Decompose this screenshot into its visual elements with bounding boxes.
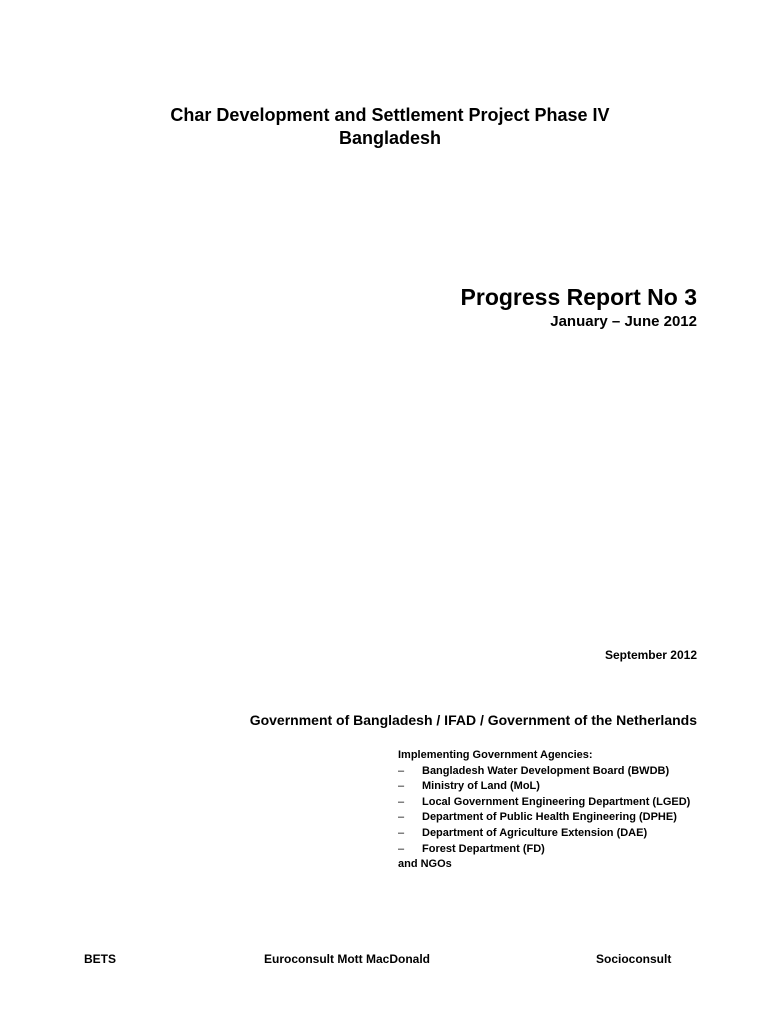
agency-name: Local Government Engineering Department (LGED) bbox=[422, 795, 691, 808]
agency-name: Department of Agriculture Extension (DAE) bbox=[422, 826, 648, 839]
project-title-line1: Char Development and Settlement Project Phase IV bbox=[170, 105, 610, 125]
dash-bullet: – bbox=[398, 795, 405, 808]
dash-bullet: – bbox=[398, 842, 405, 855]
agencies-footer: and NGOs bbox=[398, 858, 452, 871]
agency-list bbox=[398, 764, 708, 858]
dash-bullet: – bbox=[398, 780, 405, 793]
footer-org-euroconsult: Euroconsult Mott MacDonald bbox=[264, 952, 430, 966]
implementing-agencies bbox=[398, 748, 708, 873]
governments-line: Government of Bangladesh / IFAD / Government of the Netherlands bbox=[249, 712, 697, 728]
agency-name: Forest Department (FD) bbox=[422, 842, 545, 855]
report-date: September 2012 bbox=[604, 648, 697, 662]
footer-org-socioconsult: Socioconsult bbox=[596, 952, 672, 966]
list-item bbox=[398, 826, 708, 842]
list-item bbox=[398, 842, 708, 858]
footer-org-bets: BETS bbox=[84, 952, 117, 966]
project-title bbox=[0, 104, 770, 150]
list-item bbox=[398, 810, 708, 826]
report-period: January – June 2012 bbox=[550, 313, 697, 330]
list-item bbox=[398, 779, 708, 795]
report-title: Progress Report No 3 bbox=[460, 284, 697, 310]
dash-bullet: – bbox=[398, 811, 405, 824]
agency-name: Bangladesh Water Development Board (BWDB) bbox=[422, 764, 670, 777]
agency-name: Department of Public Health Engineering (DPHE) bbox=[422, 811, 677, 824]
dash-bullet: – bbox=[398, 826, 405, 839]
agency-name: Ministry of Land (MoL) bbox=[422, 780, 540, 793]
report-heading bbox=[461, 282, 697, 332]
list-item bbox=[398, 795, 708, 811]
project-title-line2: Bangladesh bbox=[338, 128, 442, 148]
list-item bbox=[398, 764, 708, 780]
dash-bullet: – bbox=[398, 764, 405, 777]
agencies-heading: Implementing Government Agencies: bbox=[398, 749, 593, 761]
